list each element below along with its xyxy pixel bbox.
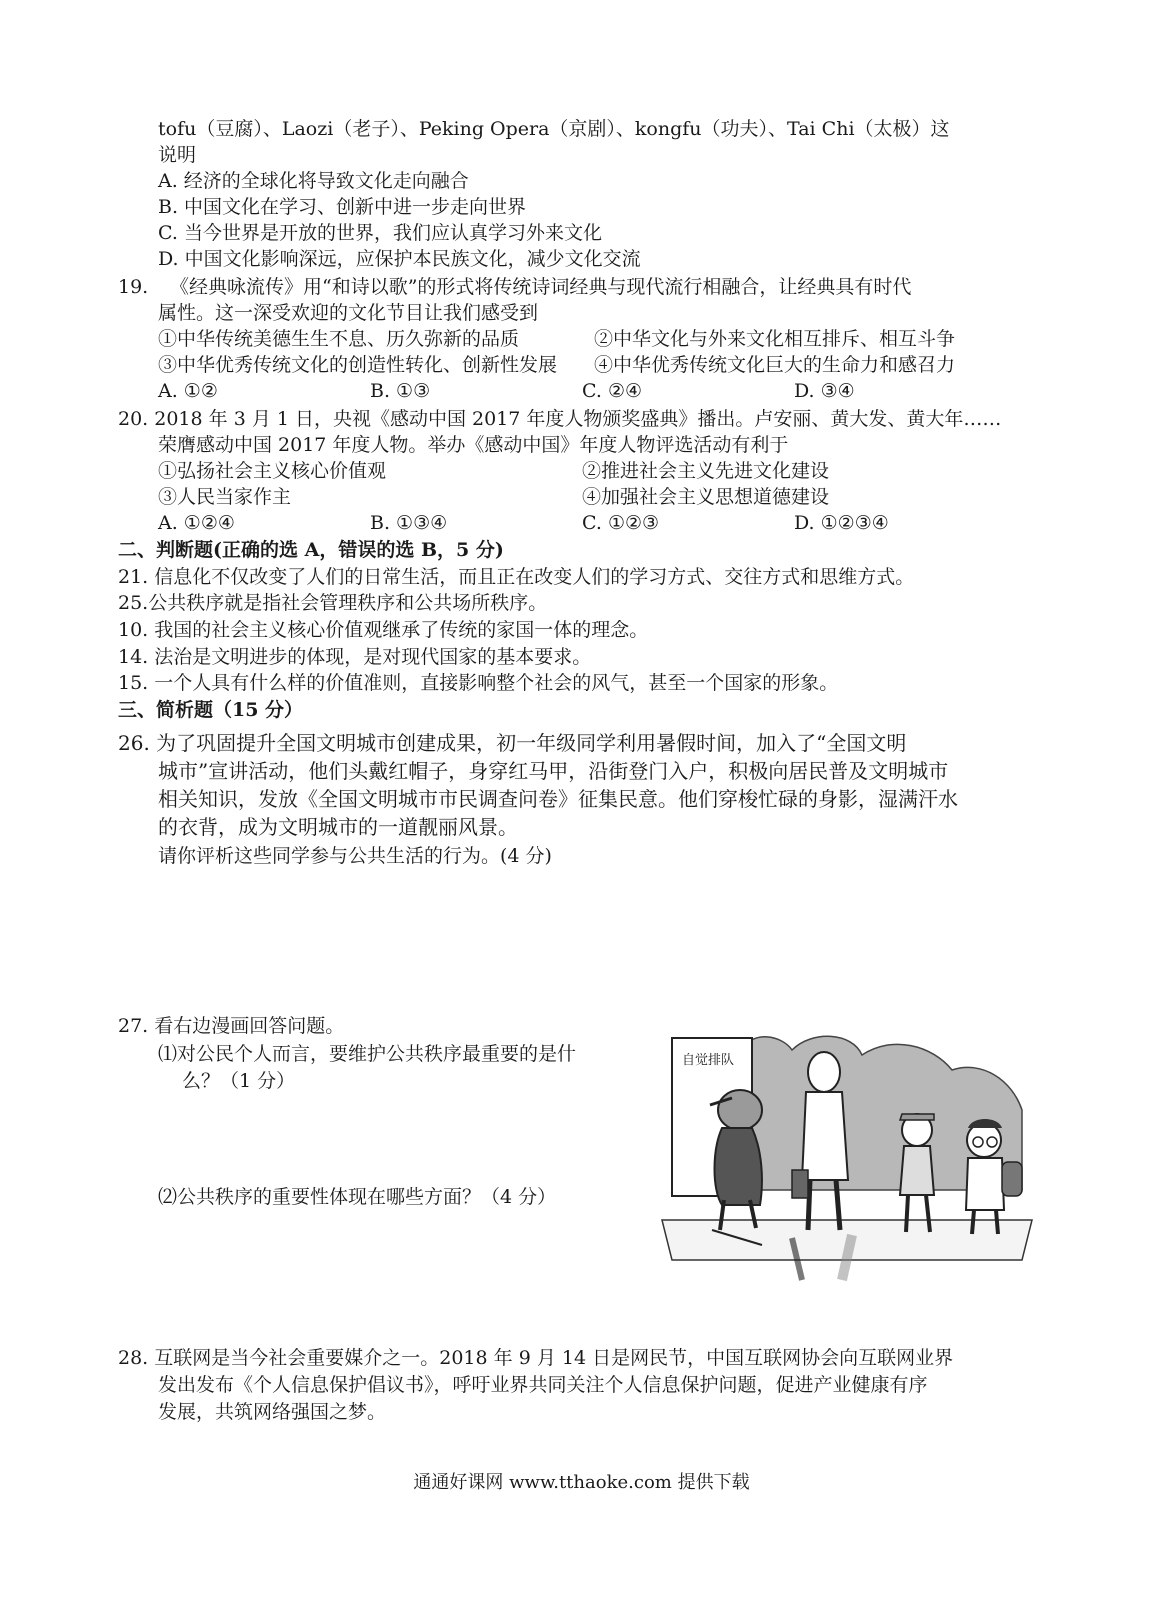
section-2-heading: 二、判断题(正确的选 A，错误的选 B，5 分) [118, 539, 504, 561]
q18-stem-line2: 说明 [158, 144, 197, 166]
q20-item-3: ③人民当家作主 [158, 486, 292, 508]
cartoon-sign-text: 自觉排队 [682, 1053, 735, 1068]
q20-stem-line1: 20. 2018 年 3 月 1 日，央视《感动中国 2017 年度人物颁奖盛典》播出。卢安丽、黄大发、黄大年…… [118, 408, 1002, 430]
judge-q14: 14. 法治是文明进步的体现，是对现代国家的基本要求。 [118, 646, 592, 668]
q19-option-a: A. ①② [158, 380, 218, 402]
q28-line3: 发展，共筑网络强国之梦。 [158, 1401, 387, 1423]
q19-stem-line2: 属性。这一深受欢迎的文化节目让我们感受到 [158, 302, 539, 324]
q19-number: 19. [118, 276, 149, 298]
q18-stem-line1: tofu（豆腐）、Laozi（老子）、Peking Opera（京剧）、kongfu（功夫）、Tai Chi（太极）这 [158, 118, 950, 140]
q19-item-4: ④中华优秀传统文化巨大的生命力和感召力 [594, 354, 956, 376]
q18-option-b: B. 中国文化在学习、创新中进一步走向世界 [158, 196, 527, 218]
q19-stem-line1: 《经典咏流传》用“和诗以歌”的形式将传统诗词经典与现代流行相融合，让经典具有时代 [170, 276, 912, 298]
q19-item-3: ③中华优秀传统文化的创造性转化、创新性发展 [158, 354, 558, 376]
queue-cartoon-image [652, 1020, 1040, 1282]
q20-option-d: D. ①②③④ [794, 512, 889, 534]
q28-line1: 28. 互联网是当今社会重要媒介之一。2018 年 9 月 14 日是网民节，中国互联网协会向互联网业界 [118, 1347, 954, 1369]
q27-sub1-line2: 么？（1 分） [182, 1070, 296, 1092]
q27-stem: 27. 看右边漫画回答问题。 [118, 1015, 345, 1037]
judge-q15: 15. 一个人具有什么样的价值准则，直接影响整个社会的风气，甚至一个国家的形象。 [118, 672, 839, 694]
q26-line3: 相关知识，发放《全国文明城市市民调查问卷》征集民意。他们穿梭忙碌的身影，湿满汗水 [158, 787, 958, 811]
q18-option-a: A. 经济的全球化将导致文化走向融合 [158, 170, 469, 192]
q18-option-d: D. 中国文化影响深远，应保护本民族文化，减少文化交流 [158, 248, 641, 270]
q20-item-1: ①弘扬社会主义核心价值观 [158, 460, 387, 482]
q19-option-c: C. ②④ [582, 380, 643, 402]
q27-sub2: ⑵公共秩序的重要性体现在哪些方面？（4 分） [158, 1186, 557, 1208]
judge-q25: 25.公共秩序就是指社会管理秩序和公共场所秩序。 [118, 592, 548, 614]
q20-option-b: B. ①③④ [370, 512, 448, 534]
q19-item-1: ①中华传统美德生生不息、历久弥新的品质 [158, 328, 520, 350]
q19-option-d: D. ③④ [794, 380, 855, 402]
q20-option-a: A. ①②④ [158, 512, 235, 534]
q28-line2: 发出发布《个人信息保护倡议书》，呼吁业界共同关注个人信息保护问题，促进产业健康有序 [158, 1374, 928, 1396]
page-footer: 通通好课网 www.tthaoke.com 提供下载 [413, 1472, 750, 1493]
q19-option-b: B. ①③ [370, 380, 431, 402]
q18-option-c: C. 当今世界是开放的世界，我们应认真学习外来文化 [158, 222, 602, 244]
q26-question: 请你评析这些同学参与公共生活的行为。(4 分) [158, 845, 552, 867]
q26-line4: 的衣背，成为文明城市的一道靓丽风景。 [158, 815, 518, 839]
q20-item-4: ④加强社会主义思想道德建设 [582, 486, 830, 508]
q19-item-2: ②中华文化与外来文化相互排斥、相互斗争 [594, 328, 956, 350]
q20-item-2: ②推进社会主义先进文化建设 [582, 460, 830, 482]
q20-stem-line2: 荣膺感动中国 2017 年度人物。举办《感动中国》年度人物评选活动有利于 [158, 434, 789, 456]
judge-q10: 10. 我国的社会主义核心价值观继承了传统的家国一体的理念。 [118, 619, 649, 641]
q26-line2: 城市”宣讲活动，他们头戴红帽子，身穿红马甲，沿街登门入户，积极向居民普及文明城市 [158, 759, 949, 783]
q20-option-c: C. ①②③ [582, 512, 660, 534]
section-3-heading: 三、简析题（15 分） [118, 699, 304, 721]
judge-q21: 21. 信息化不仅改变了人们的日常生活，而且正在改变人们的学习方式、交往方式和思维方式。 [118, 566, 915, 588]
q27-sub1-line1: ⑴对公民个人而言，要维护公共秩序最重要的是什 [158, 1043, 577, 1065]
q26-line1: 26. 为了巩固提升全国文明城市创建成果，初一年级同学利用暑假时间，加入了“全国文明 [118, 731, 907, 755]
